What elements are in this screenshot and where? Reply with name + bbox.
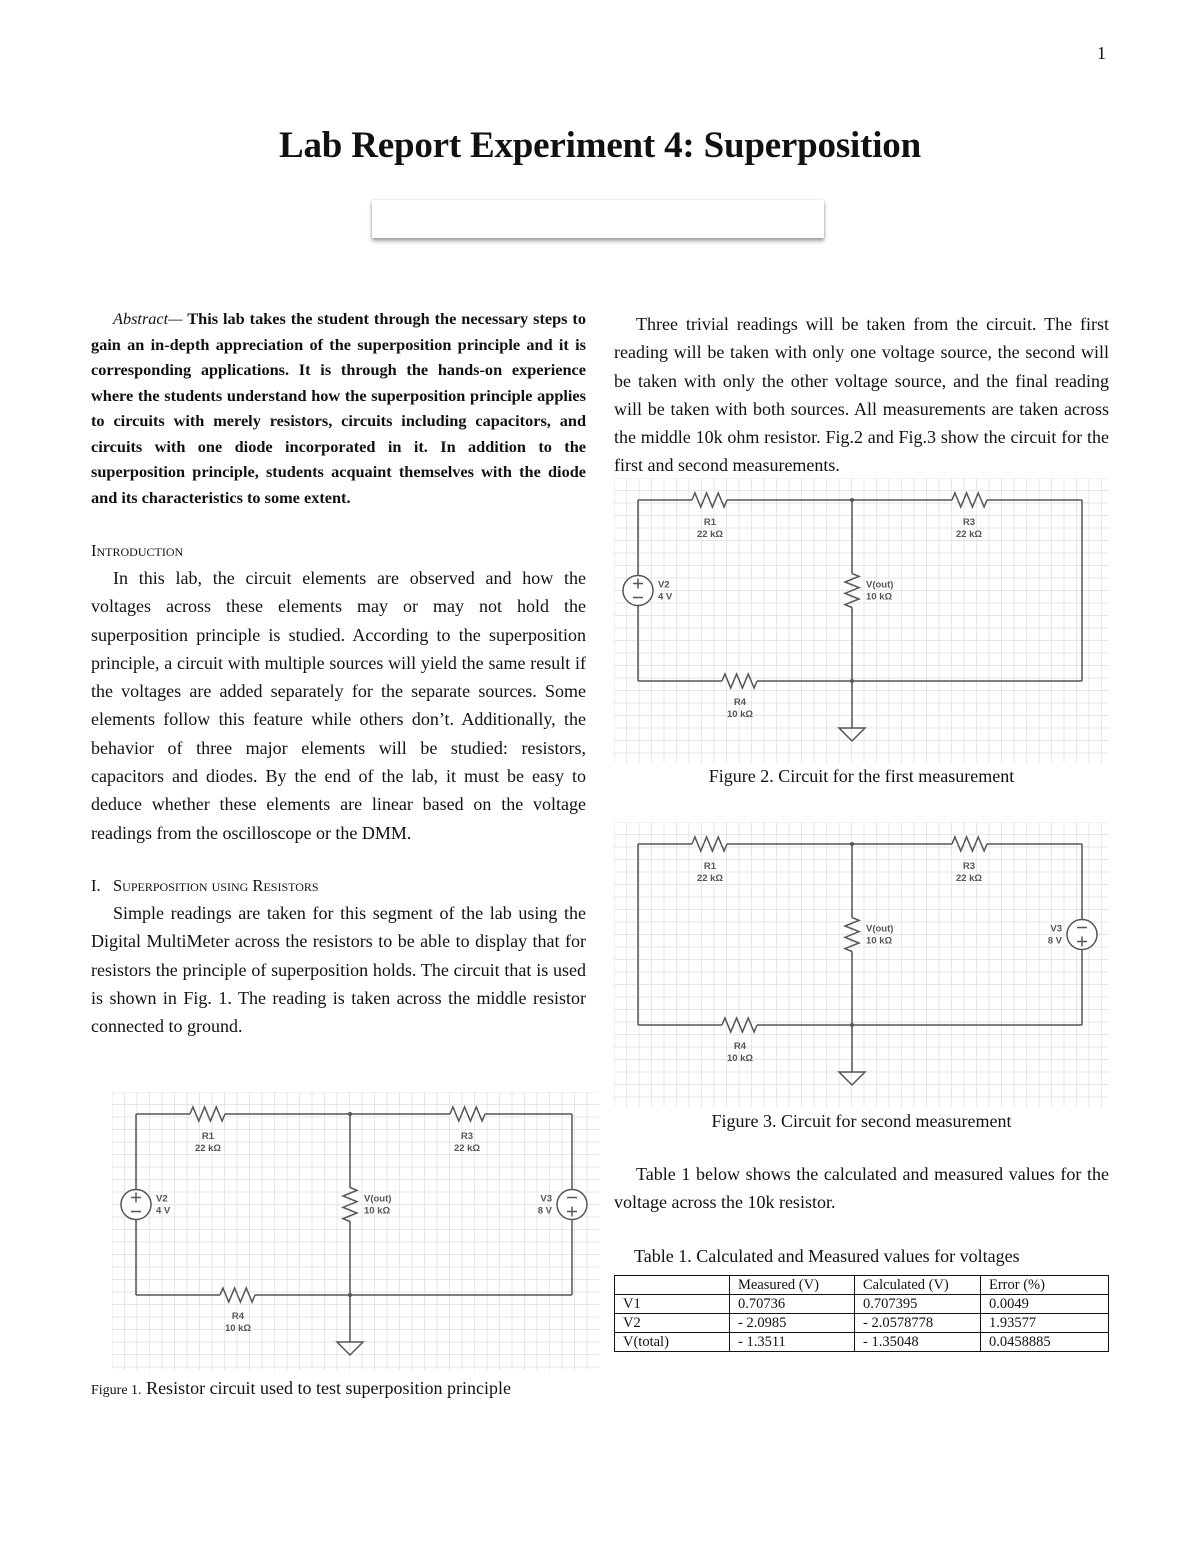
v3-value: 8 V: [537, 1205, 552, 1217]
figure3-caption: Figure 3. Circuit for second measurement: [711, 1111, 1012, 1131]
r3-resistor: [952, 493, 987, 507]
r3-value: 22 kΩ: [955, 873, 983, 884]
table-cell: 0.0458885: [981, 1333, 1109, 1352]
table-cell: - 1.35048: [855, 1333, 981, 1352]
r1-resistor: [692, 837, 727, 851]
right-paragraph-1: Three trivial readings will be taken from the circuit. The first reading will be taken with only one voltage source, the second will be taken with only the other voltage source, and the final reading will be taken with both sources. All measurements are taken across the middle 10k ohm resistor. Fig.2 and Fig.3 show the circuit for the first and second measurements.: [614, 314, 1109, 476]
right-column: [614, 310, 1109, 480]
introduction-text: In this lab, the circuit elements are observed and how the voltages across these elements may or may not hold the superposition principle is studied. According to the superposition principle, a circuit with multiple sources will yield the same result if the voltages are added separately for the separate sources. Some elements follow this feature while others don’t. Additionally, the behavior of three major elements will be studied: resistors, capacitors and diodes. By the end of the lab, it must be easy to deduce whether these elements are linear based on the voltage readings from the oscilloscope or the DMM.: [91, 568, 586, 843]
v2-value: 4 V: [658, 591, 673, 603]
figure1-caption: [91, 1378, 511, 1399]
section1-number: I.: [91, 875, 101, 895]
section1-title: Superposition using Resistors: [113, 875, 319, 895]
r1-label: R1: [703, 517, 717, 528]
figure1-prefix: Figure 1.: [91, 1383, 142, 1398]
r4-value: 10 kΩ: [726, 709, 754, 720]
v3-source-icon: [557, 1190, 587, 1220]
r1-value: 22 kΩ: [194, 1143, 222, 1154]
introduction-heading: [91, 538, 586, 564]
table-row: [615, 1295, 1109, 1314]
r1-resistor: [190, 1107, 225, 1121]
r3-value: 22 kΩ: [453, 1143, 481, 1154]
author-box: [372, 200, 824, 238]
r1-value: 22 kΩ: [696, 529, 724, 540]
introduction-heading-rest: ntroduction: [96, 541, 184, 560]
table-header-row: [615, 1276, 1109, 1295]
r4-value: 10 kΩ: [224, 1323, 252, 1334]
table-cell: V(total): [615, 1333, 730, 1352]
table-header-cell: Error (%): [981, 1276, 1109, 1295]
right-paragraph-2-wrap: [614, 1160, 1109, 1217]
v3-source-icon: [1067, 920, 1097, 950]
r1-label: R1: [703, 861, 717, 872]
v2-value: 4 V: [156, 1205, 171, 1217]
table-caption: Table 1. Calculated and Measured values for voltages: [634, 1246, 1020, 1266]
vout-label: V(out): [866, 923, 894, 935]
grid: [112, 1092, 599, 1370]
abstract: [91, 306, 586, 510]
r4-value: 10 kΩ: [726, 1053, 754, 1064]
v2-label: V2: [658, 579, 670, 591]
r4-label: R4: [231, 1311, 245, 1322]
table-cell: 0.70736: [730, 1295, 855, 1314]
vout-value: 10 kΩ: [866, 935, 893, 947]
table-cell: V1: [615, 1295, 730, 1314]
v2-label: V2: [156, 1193, 168, 1205]
grid: [614, 478, 1109, 763]
v3-label: V3: [540, 1193, 552, 1205]
right-paragraph-2: Table 1 below shows the calculated and measured values for the voltage across the 10k resistor.: [614, 1164, 1109, 1213]
r3-value: 22 kΩ: [955, 529, 983, 540]
v2-source-icon: [623, 576, 653, 606]
table-cell: 1.93577: [981, 1314, 1109, 1333]
table-cell: - 2.0985: [730, 1314, 855, 1333]
r1-value: 22 kΩ: [696, 873, 724, 884]
v3-label: V3: [1050, 923, 1062, 935]
vout-label: V(out): [866, 579, 894, 591]
section1-heading: [91, 873, 586, 899]
r3-resistor: [952, 837, 987, 851]
r3-resistor: [450, 1107, 485, 1121]
table-header-cell: Measured (V): [730, 1276, 855, 1295]
table-header-cell: [615, 1276, 730, 1295]
figure1-caption-text: Resistor circuit used to test superposition principle: [141, 1378, 512, 1398]
abstract-text: This lab takes the student through the necessary steps to gain an in-depth appreciation of the superposition principle and it is corresponding applications. It is through the hands-on experience where the students understand how the superposition principle applies to circuits with merely resistors, circuits including capacitors, and circuits with one diode incorporated in it. In addition to the superposition principle, students acquaint themselves with the diode and its characteristics to some extent.: [91, 309, 586, 507]
v2-source-icon: [121, 1190, 151, 1220]
r1-label: R1: [201, 1131, 215, 1142]
figure2-circuit: [614, 478, 1109, 763]
vout-value: 10 kΩ: [364, 1205, 391, 1217]
introduction-initial: I: [91, 541, 97, 560]
page-number: 1: [1097, 43, 1106, 63]
figure2-caption: Figure 2. Circuit for the first measurement: [708, 766, 1015, 786]
v3-value: 8 V: [1047, 935, 1062, 947]
table-cell: - 2.0578778: [855, 1314, 981, 1333]
grid: [614, 822, 1109, 1107]
table-cell: V2: [615, 1314, 730, 1333]
r3-label: R3: [962, 861, 976, 872]
table-row: [615, 1333, 1109, 1352]
page-title: Lab Report Experiment 4: Superposition: [279, 125, 921, 166]
table-cell: 0.0049: [981, 1295, 1109, 1314]
r3-label: R3: [962, 517, 976, 528]
table-cell: - 1.3511: [730, 1333, 855, 1352]
r4-label: R4: [733, 1041, 747, 1052]
r4-label: R4: [733, 697, 747, 708]
abstract-label: Abstract—: [113, 309, 183, 328]
table-row: [615, 1314, 1109, 1333]
vout-value: 10 kΩ: [866, 591, 893, 603]
figure3-circuit: [614, 822, 1109, 1107]
r1-resistor: [692, 493, 727, 507]
figure1-circuit: [112, 1092, 599, 1370]
results-table: [614, 1275, 1109, 1352]
table-header-cell: Calculated (V): [855, 1276, 981, 1295]
section1-text: Simple readings are taken for this segment of the lab using the Digital MultiMeter across the resistors to be able to display that for resistors the principle of superposition holds. The circuit that is used is shown in Fig. 1. The reading is taken across the middle resistor connected to ground.: [91, 902, 586, 1037]
table-cell: 0.707395: [855, 1295, 981, 1314]
left-column: [91, 306, 586, 1040]
vout-label: V(out): [364, 1193, 392, 1205]
r3-label: R3: [460, 1131, 474, 1142]
